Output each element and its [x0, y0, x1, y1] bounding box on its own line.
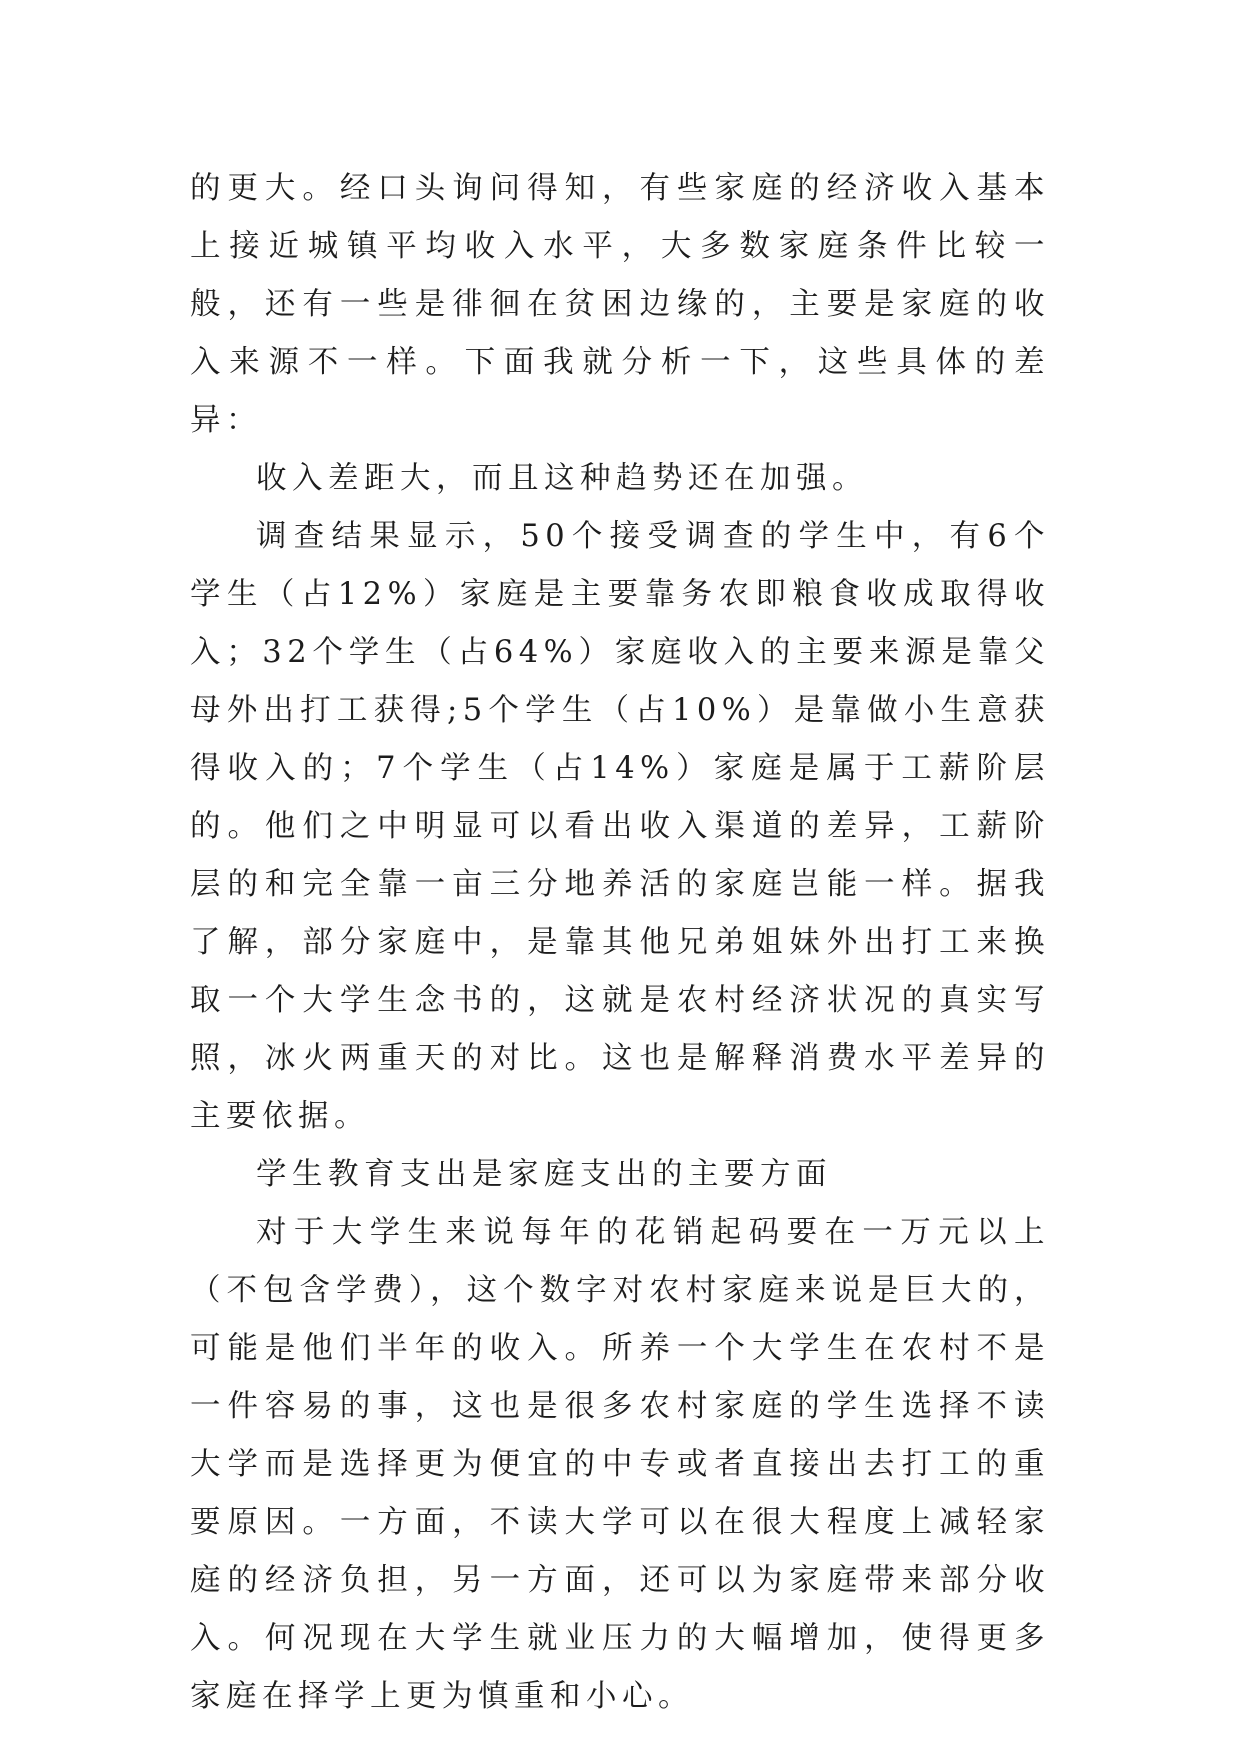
paragraph-education-cost: 对于大学生来说每年的花销起码要在一万元以上（不包含学费），这个数字对农村家庭来说是巨大的，可能是他们半年的收入。所养一个大学生在农村不是一件容易的事，这也是很多农村家庭的学生选择不读大学而是选择更为便宜的中专或者直接出去打工的重要原因。一方面，不读大学可以在很大程度上减轻家庭的经济负担，另一方面，还可以为家庭带来部分收入。何况现在大学生就业压力的大幅增加，使得更多家庭在择学上更为慎重和小心。 [190, 1215, 1050, 1714]
heading-education-expense: 学生教育支出是家庭支出的主要方面 [256, 1157, 832, 1192]
body-text [190, 160, 1050, 1726]
heading-income-gap: 收入差距大，而且这种趋势还在加强。 [256, 461, 868, 496]
paragraph-intro: 的更大。经口头询问得知，有些家庭的经济收入基本上接近城镇平均收入水平，大多数家庭条件比较一般，还有一些是徘徊在贫困边缘的，主要是家庭的收入来源不一样。下面我就分析一下，这些具体的差异： [190, 171, 1050, 438]
paragraph-survey-results: 调查结果显示，50个接受调查的学生中，有6个学生（占12%）家庭是主要靠务农即粮食收成取得收入；32个学生（占64%）家庭收入的主要来源是靠父母外出打工获得;5个学生（占10%）是靠做小生意获得收入的；7个学生（占14%）家庭是属于工薪阶层的。他们之中明显可以看出收入渠道的差异，工薪阶层的和完全靠一亩三分地养活的家庭岂能一样。据我了解，部分家庭中，是靠其他兄弟姐妹外出打工来换取一个大学生念书的，这就是农村经济状况的真实写照，冰火两重天的对比。这也是解释消费水平差异的主要依据。 [190, 519, 1050, 1134]
